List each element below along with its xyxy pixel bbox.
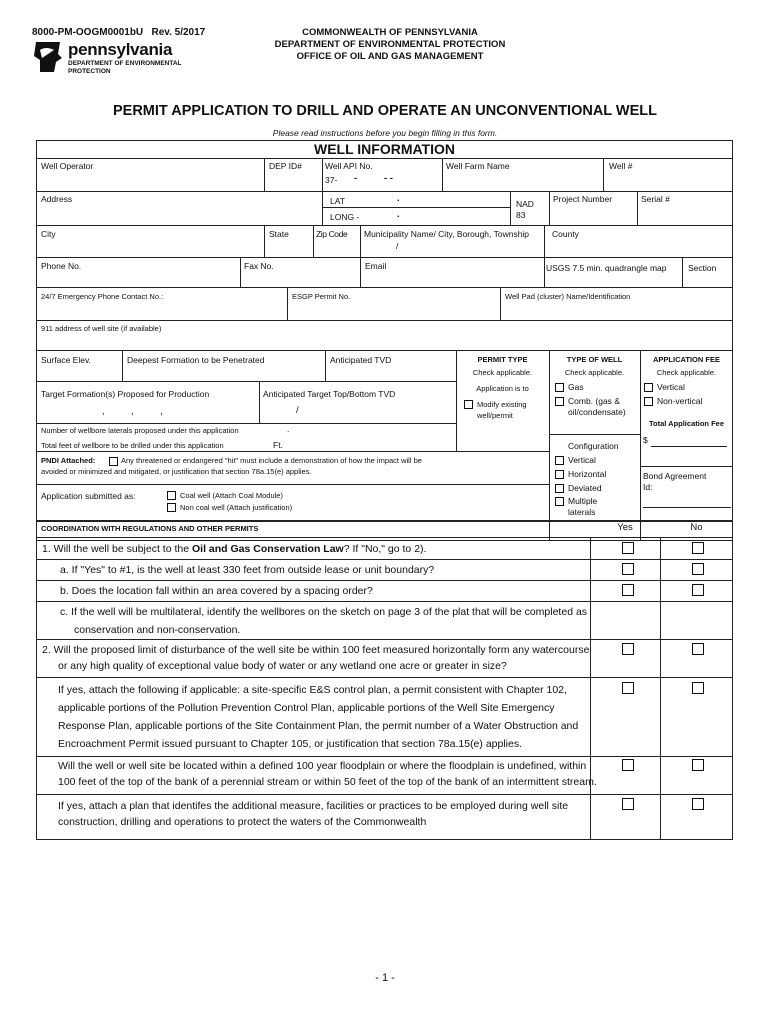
q3-no-checkbox[interactable]	[692, 759, 704, 771]
surface-elev-label: Surface Elev.	[41, 355, 91, 365]
q3a-yes-checkbox[interactable]	[622, 798, 634, 810]
section-label: Section	[688, 263, 717, 273]
fax-label: Fax No.	[244, 261, 274, 271]
logo-sub2: PROTECTION	[68, 68, 111, 75]
no-column-header: No	[690, 522, 703, 533]
form-id: 8000-PM-OOGM0001bU Rev. 5/2017	[32, 27, 206, 38]
deepest-formation-label: Deepest Formation to be Penetrated	[127, 355, 265, 365]
api-no-label: Well API No.	[325, 161, 373, 171]
config-deviated-checkbox[interactable]	[555, 484, 564, 493]
target-formation-label: Target Formation(s) Proposed for Production	[41, 389, 210, 399]
bond-label-2: Id:	[643, 482, 653, 492]
lat-dot: .	[397, 193, 400, 204]
pndi-text-2: avoided or minimized and mitigated, or justification that section 78a.15(e) applies.	[41, 467, 312, 476]
api-dash-2: - -	[384, 173, 393, 184]
fee-dollar: $	[643, 435, 648, 445]
tvd-label: Anticipated TVD	[330, 355, 392, 365]
page-number: - 1 -	[375, 972, 395, 984]
well-info-table	[36, 140, 733, 541]
esgp-label: ESGP Permit No.	[292, 292, 351, 301]
question-2-attach-line-4: Encroachment Permit issued pursuant to Chapter 105, or justification that section 78a.15(e) applies.	[58, 738, 523, 750]
permit-type-header: PERMIT TYPE	[477, 355, 528, 364]
agency-block	[240, 27, 540, 63]
address-label: Address	[41, 194, 73, 204]
agency-line-2: DEPARTMENT OF ENVIRONMENTAL PROTECTION	[274, 39, 506, 50]
modify-label-2: well/permit	[477, 411, 513, 420]
top-bottom-label: Anticipated Target Top/Bottom TVD	[263, 389, 396, 399]
nad-value: 83	[516, 210, 526, 220]
project-number-label: Project Number	[553, 194, 613, 204]
config-horizontal-checkbox[interactable]	[555, 470, 564, 479]
app-submitted-label: Application submitted as:	[41, 491, 136, 501]
q2a-yes-checkbox[interactable]	[622, 682, 634, 694]
county-label: County	[552, 229, 579, 239]
application-is-to: Application is to	[476, 384, 529, 393]
target-commas: , , ,	[102, 406, 163, 417]
coal-well-label: Coal well (Attach Coal Module)	[180, 491, 283, 500]
question-1c-line-1: c. If the well will be multilateral, identify the wellbores on the sketch on page 3 of the plat that will be completed as	[60, 606, 588, 618]
coal-well-checkbox[interactable]	[167, 491, 176, 500]
comb-label-2: oil/condensate)	[568, 407, 626, 417]
question-3-attach-line-2: construction, drilling and operations to protect the waters of the Commonwealth	[58, 816, 427, 828]
q1a-no-checkbox[interactable]	[692, 563, 704, 575]
pndi-text-1: Any threatened or endangered "hit" must include a demonstration of how the impact will be	[121, 456, 422, 465]
email-label: Email	[365, 261, 387, 271]
api-dash-1: -	[354, 173, 358, 184]
config-vertical-checkbox[interactable]	[555, 456, 564, 465]
noncoal-well-checkbox[interactable]	[167, 503, 176, 512]
well-operator-label: Well Operator	[41, 161, 94, 171]
section-title: WELL INFORMATION	[313, 141, 456, 157]
api-prefix: 37-	[325, 175, 338, 185]
address-911-label: 911 address of well site (if available)	[41, 324, 162, 333]
application-fee-check-note: Check applicable.	[656, 368, 717, 377]
pa-logo	[32, 40, 192, 80]
modify-label-1: Modify existing	[477, 400, 527, 409]
q3-yes-checkbox[interactable]	[622, 759, 634, 771]
question-2-line-2: or any high quality of exceptional value body of water or any wetland one acre or greater in size?	[58, 660, 507, 672]
q2a-no-checkbox[interactable]	[692, 682, 704, 694]
dep-id-label: DEP ID#	[269, 161, 302, 171]
nad-label: NAD	[516, 199, 534, 209]
fee-vertical-checkbox[interactable]	[644, 383, 653, 392]
q1-no-checkbox[interactable]	[692, 542, 704, 554]
config-deviated-label: Deviated	[568, 483, 602, 493]
question-2-line-1: 2. Will the proposed limit of disturbance of the well site be within 100 feet measured horizontally form any watercourse	[42, 644, 590, 656]
phone-label: Phone No.	[41, 261, 82, 271]
coordination-header: COORDINATION WITH REGULATIONS AND OTHER PERMITS	[41, 524, 259, 533]
long-dot: .	[397, 209, 400, 220]
farm-name-label: Well Farm Name	[446, 161, 510, 171]
application-fee-header: APPLICATION FEE	[653, 355, 720, 364]
state-label: State	[269, 229, 289, 239]
keystone-icon	[32, 40, 64, 74]
configuration-label: Configuration	[568, 441, 619, 451]
permit-type-check-note: Check applicable.	[472, 368, 533, 377]
fee-nonvertical-label: Non-vertical	[657, 396, 703, 406]
question-3-line-2: 100 feet of the top of the bank of a perennial stream or within 50 feet of the top of the bank of an intermittent stream.	[58, 776, 597, 788]
num-laterals-label: Number of wellbore laterals proposed under this application	[41, 426, 239, 435]
long-label: LONG -	[330, 212, 360, 222]
q1b-no-checkbox[interactable]	[692, 584, 704, 596]
q3a-no-checkbox[interactable]	[692, 798, 704, 810]
config-multiple-checkbox[interactable]	[555, 497, 564, 506]
q2-no-checkbox[interactable]	[692, 643, 704, 655]
config-vertical-label: Vertical	[568, 455, 596, 465]
top-bottom-slash: /	[296, 405, 299, 416]
question-3-attach-line-1: If yes, attach a plan that identifes the additional measure, facilities or practices to be employed during well site	[58, 800, 569, 812]
page-title: PERMIT APPLICATION TO DRILL AND OPERATE AN UNCONVENTIONAL WELL	[112, 103, 658, 119]
agency-line-1: COMMONWEALTH OF PENNSYLVANIA	[302, 27, 478, 38]
num-laterals-dot: .	[287, 424, 290, 434]
q1b-yes-checkbox[interactable]	[622, 584, 634, 596]
fee-nonvertical-checkbox[interactable]	[644, 397, 653, 406]
serial-label: Serial #	[641, 194, 670, 204]
fee-vertical-label: Vertical	[657, 382, 685, 392]
config-multiple-label-1: Multiple	[568, 496, 598, 506]
total-feet-label: Total feet of wellbore to be drilled under this application	[41, 441, 224, 450]
municipality-slash: /	[396, 241, 399, 251]
pndi-label: PNDI Attached:	[41, 456, 96, 465]
gas-label: Gas	[568, 382, 584, 392]
well-pad-label: Well Pad (cluster) Name/Identification	[505, 292, 631, 301]
agency-line-3: OFFICE OF OIL AND GAS MANAGEMENT	[296, 51, 484, 62]
total-fee-label: Total Application Fee	[648, 419, 724, 428]
usgs-label: USGS 7.5 min. quadrangle map	[546, 263, 667, 273]
question-1b: b. Does the location fall within an area covered by a spacing order?	[60, 585, 373, 597]
config-multiple-label-2: laterals	[568, 507, 596, 517]
city-label: City	[41, 229, 56, 239]
question-1a: a. If "Yes" to #1, is the well at least 330 feet from outside lease or unit boundary?	[60, 564, 435, 576]
ft-label: Ft.	[273, 440, 283, 450]
question-1c-line-2: conservation and non-conservation.	[74, 624, 241, 636]
type-of-well-check-note: Check applicable.	[564, 368, 625, 377]
zip-label: Zip Code	[316, 229, 348, 239]
q1a-yes-checkbox[interactable]	[622, 563, 634, 575]
lat-label: LAT	[330, 196, 345, 206]
instructions-text: Please read instructions before you begin filling in this form.	[272, 128, 498, 138]
emergency-label: 24/7 Emergency Phone Contact No.:	[41, 292, 164, 301]
question-2-attach-line-1: If yes, attach the following if applicable: a site-specific E&S control plan, a permit consistent with Chapter 102,	[58, 684, 567, 696]
question-2-attach-line-3: Response Plan, applicable portions of the Site Containment Plan, the permit number of a Water Obstruction and	[58, 720, 579, 732]
logo-text: pennsylvania	[68, 40, 173, 59]
comb-checkbox[interactable]	[555, 397, 564, 406]
q1-yes-checkbox[interactable]	[622, 542, 634, 554]
modify-existing-checkbox[interactable]	[464, 400, 473, 409]
question-2-attach-line-2: applicable portions of the Pollution Prevention Control Plan, applicable portions of the Well Site Emergency	[58, 702, 555, 714]
question-1: 1. Will the well be subject to the Oil and Gas Conservation Law? If "No," go to 2).	[42, 543, 427, 555]
pndi-checkbox[interactable]	[109, 457, 118, 466]
config-horizontal-label: Horizontal	[568, 469, 607, 479]
type-of-well-header: TYPE OF WELL	[566, 355, 623, 364]
question-3-line-1: Will the well or well site be located within a defined 100 year floodplain or where the floodplain is undefined, within	[58, 760, 587, 772]
q2-yes-checkbox[interactable]	[622, 643, 634, 655]
yes-column-header: Yes	[617, 522, 633, 533]
well-number-label: Well #	[609, 161, 633, 171]
municipality-label: Municipality Name/ City, Borough, Township	[364, 229, 530, 239]
gas-checkbox[interactable]	[555, 383, 564, 392]
comb-label-1: Comb. (gas &	[568, 396, 620, 406]
noncoal-well-label: Non coal well (Attach justification)	[180, 503, 293, 512]
logo-sub1: DEPARTMENT OF ENVIRONMENTAL	[68, 60, 182, 67]
bond-label-1: Bond Agreement	[643, 471, 707, 481]
